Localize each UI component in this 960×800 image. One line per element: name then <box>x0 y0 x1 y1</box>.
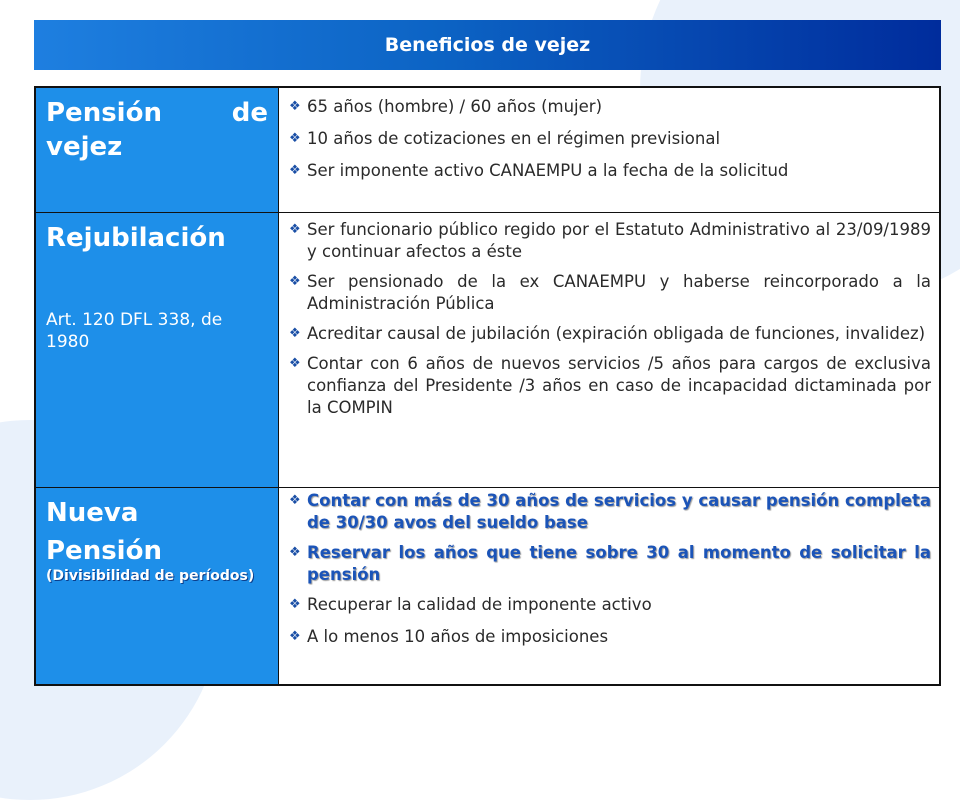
diamond-bullet-icon: ❖ <box>289 326 301 341</box>
row-title-cell <box>36 213 279 487</box>
list-item: ❖ 65 años (hombre) / 60 años (mujer) <box>289 97 603 116</box>
list-item: ❖ A lo menos 10 años de imposiciones <box>289 627 609 646</box>
list-item: ❖ Ser funcionario público regido por el Estatuto Administrativo al 23/09/1989 y continuar afectos a éste <box>289 220 931 261</box>
benefits-table <box>34 86 941 686</box>
row-title-word: de <box>231 98 268 128</box>
list-item: ❖ Contar con más de 30 años de servicios y causar pensión completa de 30/30 avos del sueldo base <box>289 491 931 532</box>
row-title-line1: Nueva <box>46 498 139 528</box>
table-row-rejubilacion <box>36 213 939 488</box>
list-item: ❖ Reservar los años que tiene sobre 30 al momento de solicitar la pensión <box>289 543 931 584</box>
row-title-line2: Pensión <box>46 536 162 566</box>
row-note: (Divisibilidad de períodos) <box>46 568 255 584</box>
table-row-nueva-pension <box>36 488 939 684</box>
diamond-bullet-icon: ❖ <box>289 597 301 612</box>
diamond-bullet-icon: ❖ <box>289 99 301 114</box>
list-item: ❖ Ser imponente activo CANAEMPU a la fecha de la solicitud <box>289 161 789 180</box>
row-title: Rejubilación <box>46 223 226 253</box>
header-bar <box>34 20 941 70</box>
diamond-bullet-icon: ❖ <box>289 629 301 644</box>
table-row-pension-vejez <box>36 88 939 213</box>
diamond-bullet-icon: ❖ <box>289 493 301 508</box>
row-requirements-cell <box>279 88 939 212</box>
list-item: ❖ Contar con 6 años de nuevos servicios /5 años para cargos de exclusiva confianza del Presidente /3 años en caso de incapacidad dictaminada por la COMPIN <box>289 354 931 417</box>
list-item: ❖ Acreditar causal de jubilación (expiración obligada de funciones, invalidez) <box>289 324 926 343</box>
diamond-bullet-icon: ❖ <box>289 274 301 289</box>
diamond-bullet-icon: ❖ <box>289 545 301 560</box>
diamond-bullet-icon: ❖ <box>289 163 301 178</box>
diamond-bullet-icon: ❖ <box>289 131 301 146</box>
list-item: ❖ Recuperar la calidad de imponente activo <box>289 595 652 614</box>
row-title-cell <box>36 488 279 684</box>
row-title-word: Pensión <box>46 98 162 128</box>
list-item: ❖ Ser pensionado de la ex CANAEMPU y haberse reincorporado a la Administración Pública <box>289 272 931 313</box>
row-subtitle: Art. 120 DFL 338, de 1980 <box>46 310 223 352</box>
header-title: Beneficios de vejez <box>384 34 591 56</box>
diamond-bullet-icon: ❖ <box>289 222 301 237</box>
row-requirements-cell <box>279 213 939 487</box>
row-requirements-cell <box>279 488 939 684</box>
list-item: ❖ 10 años de cotizaciones en el régimen previsional <box>289 129 721 148</box>
row-title-cell <box>36 88 279 212</box>
diamond-bullet-icon: ❖ <box>289 356 301 371</box>
row-title-line2: vejez <box>46 132 123 162</box>
